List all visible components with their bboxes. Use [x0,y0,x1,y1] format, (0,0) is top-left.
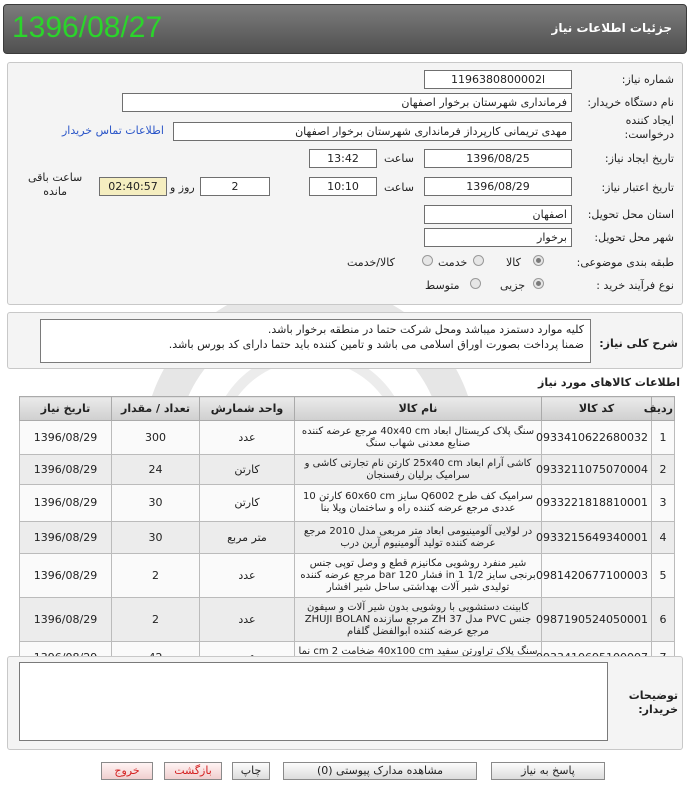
category-option-service: خدمت [438,256,468,269]
process-radio-minor[interactable] [533,278,544,289]
province-label: استان محل تحویل: [587,208,674,221]
table-row [20,598,675,642]
col-header-qty: تعداد / مقدار [112,397,200,421]
cell-row: 4 [652,522,675,554]
creator-label-line1: ایجاد کننده [625,114,674,127]
description-line1: کلیه موارد دستمزد میباشد ومحل شرکت حتما در منطقه برخوار باشد. [267,323,584,336]
cell-name: سنگ پلاک کریستال ابعاد 40x40 cm مرجع عرضه کننده صنایع معدنی شهاب سنگ [295,421,542,455]
buyer-org-field: فرمانداری شهرستان برخوار اصفهان [122,93,572,112]
cell-unit: عدد [200,421,295,455]
cell-qty: 2 [112,598,200,642]
print-button[interactable]: چاپ [232,762,270,780]
created-date-label: تاریخ ایجاد نیاز: [604,152,674,165]
cell-date: 1396/08/29 [20,421,112,455]
cell-qty: 24 [112,455,200,485]
buyer-notes-label [629,689,678,717]
cell-date: 1396/08/29 [20,455,112,485]
created-time-label: ساعت [384,152,414,165]
items-section-title: اطلاعات کالاهای مورد نیاز [538,376,680,389]
cell-name: کابینت دستشویی با روشویی بدون شیر آلات و سیفون جنس PVC مدل ZH 37 مرجع سازنده ZHUJI BOLAN مرجع عرضه کننده ابوالفضل گلفام [295,598,542,642]
cell-name: کاشی آرام ابعاد 25x40 cm کارتن نام تجارتی کاشی و سرامیک برلیان رفسنجان [295,455,542,485]
cell-unit: کارتن [200,455,295,485]
need-number-field: 1196380800002l [424,70,572,89]
view-attachments-button[interactable]: مشاهده مدارک پیوستی (0) [283,762,477,780]
cell-name: شیر منفرد روشویی مکانیزم قطع و وصل توپی جنس برنجی سایز 1/2 in 1 فشار 120 bar مرجع عرضه کننده تولیدی شیر آلات بهداشتی ساحل شیر افشار [295,554,542,598]
city-field: برخوار [424,228,572,247]
table-row [20,554,675,598]
creator-label [625,114,674,142]
cell-row: 2 [652,455,675,485]
cell-date: 1396/08/29 [20,554,112,598]
cell-qty: 30 [112,522,200,554]
cell-row: 5 [652,554,675,598]
buyer-org-label: نام دستگاه خریدار: [587,96,674,109]
table-row [20,455,675,485]
created-time-field: 13:42 [309,149,377,168]
cell-name: در لولایی آلومینیومی ابعاد متر مربعی مدل 2010 مرجع عرضه کننده تولید آلومینیوم آرین درب [295,522,542,554]
cell-code: 0987190524050001 [542,598,652,642]
col-header-code: کد کالا [542,397,652,421]
process-option-minor: جزیی [500,279,526,292]
page-header [3,4,687,54]
col-header-row: ردیف [652,397,675,421]
col-header-date: تاریخ نیاز [20,397,112,421]
city-label: شهر محل تحویل: [594,231,674,244]
col-header-name: نام کالا [295,397,542,421]
remaining-time-label [28,171,82,199]
table-row [20,421,675,455]
exit-button[interactable]: خروج [101,762,153,780]
need-number-label: شماره نیاز: [621,73,674,86]
reply-button[interactable]: پاسخ به نیاز [491,762,605,780]
cell-qty: 30 [112,485,200,522]
cell-unit: عدد [200,598,295,642]
process-option-medium: متوسط [425,279,460,292]
cell-unit: کارتن [200,485,295,522]
cell-row: 3 [652,485,675,522]
cell-row: 1 [652,421,675,455]
process-label: نوع فرآیند خرید : [596,279,674,292]
cell-qty: 300 [112,421,200,455]
category-radio-service[interactable] [473,255,484,266]
cell-unit: عدد [200,554,295,598]
page-title: جزئیات اطلاعات نیاز [551,21,672,35]
cell-code: 0933211075070004 [542,455,652,485]
remaining-label-line2: مانده [43,185,68,198]
description-label: شرح کلی نیاز: [599,337,678,350]
description-box [40,319,591,363]
col-header-unit: واحد شمارش [200,397,295,421]
validity-time-label: ساعت [384,181,414,194]
category-radio-goods-service[interactable] [422,255,433,266]
remaining-label-line1: ساعت باقی [28,171,83,184]
header-date: 1396/08/27 [12,11,163,44]
validity-date-field: 1396/08/29 [424,177,572,196]
items-table [19,396,675,674]
table-row [20,522,675,554]
category-radio-goods[interactable] [533,255,544,266]
cell-unit: متر مربع [200,522,295,554]
process-radio-medium[interactable] [470,278,481,289]
category-label: طبقه بندی موضوعی: [576,256,674,269]
creator-label-line2: درخواست: [624,128,674,141]
cell-code: 0933215649340001 [542,522,652,554]
description-line2: ضمنا پرداخت بصورت اوراق اسلامی می باشد و تامین کننده باید حتما دارای کد بورس باشد. [168,338,584,351]
validity-date-label: تاریخ اعتبار نیاز: [601,181,674,194]
validity-time-field: 10:10 [309,177,377,196]
cell-code: 0981420677100003 [542,554,652,598]
created-date-field: 1396/08/25 [424,149,572,168]
buyer-notes-field[interactable] [19,662,608,741]
cell-qty: 2 [112,554,200,598]
category-option-goods: کالا [506,256,521,269]
back-button[interactable]: بازگشت [164,762,222,780]
buyer-notes-label-line2: خریدار: [638,703,678,716]
cell-date: 1396/08/29 [20,598,112,642]
remaining-time-field: 02:40:57 [99,177,167,196]
creator-field: مهدی تریمانی کارپرداز فرمانداری شهرستان برخوار اصفهان [173,122,572,141]
remaining-days-field: 2 [200,177,270,196]
cell-code: 0933410622680032 [542,421,652,455]
cell-date: 1396/08/29 [20,522,112,554]
category-option-goods-service: کالا/خدمت [347,256,395,269]
cell-code: 0933221818810001 [542,485,652,522]
remaining-days-label: روز و [170,181,195,194]
cell-row: 6 [652,598,675,642]
province-field: اصفهان [424,205,572,224]
contact-buyer-link[interactable]: اطلاعات تماس خریدار [62,124,164,137]
buyer-notes-label-line1: توضیحات [628,689,678,702]
cell-name: سنگ پلاک تراورتن سفید 40x100 cm ضخامت 2 cm نما [295,642,542,674]
table-row [20,485,675,522]
table-header-row [20,397,675,421]
cell-date: 1396/08/29 [20,485,112,522]
cell-name: سرامیک کف طرح Q6002 سایز 60x60 cm کارتن 10 عددی مرجع عرضه کننده راه و ساختمان ویلا بنا [295,485,542,522]
